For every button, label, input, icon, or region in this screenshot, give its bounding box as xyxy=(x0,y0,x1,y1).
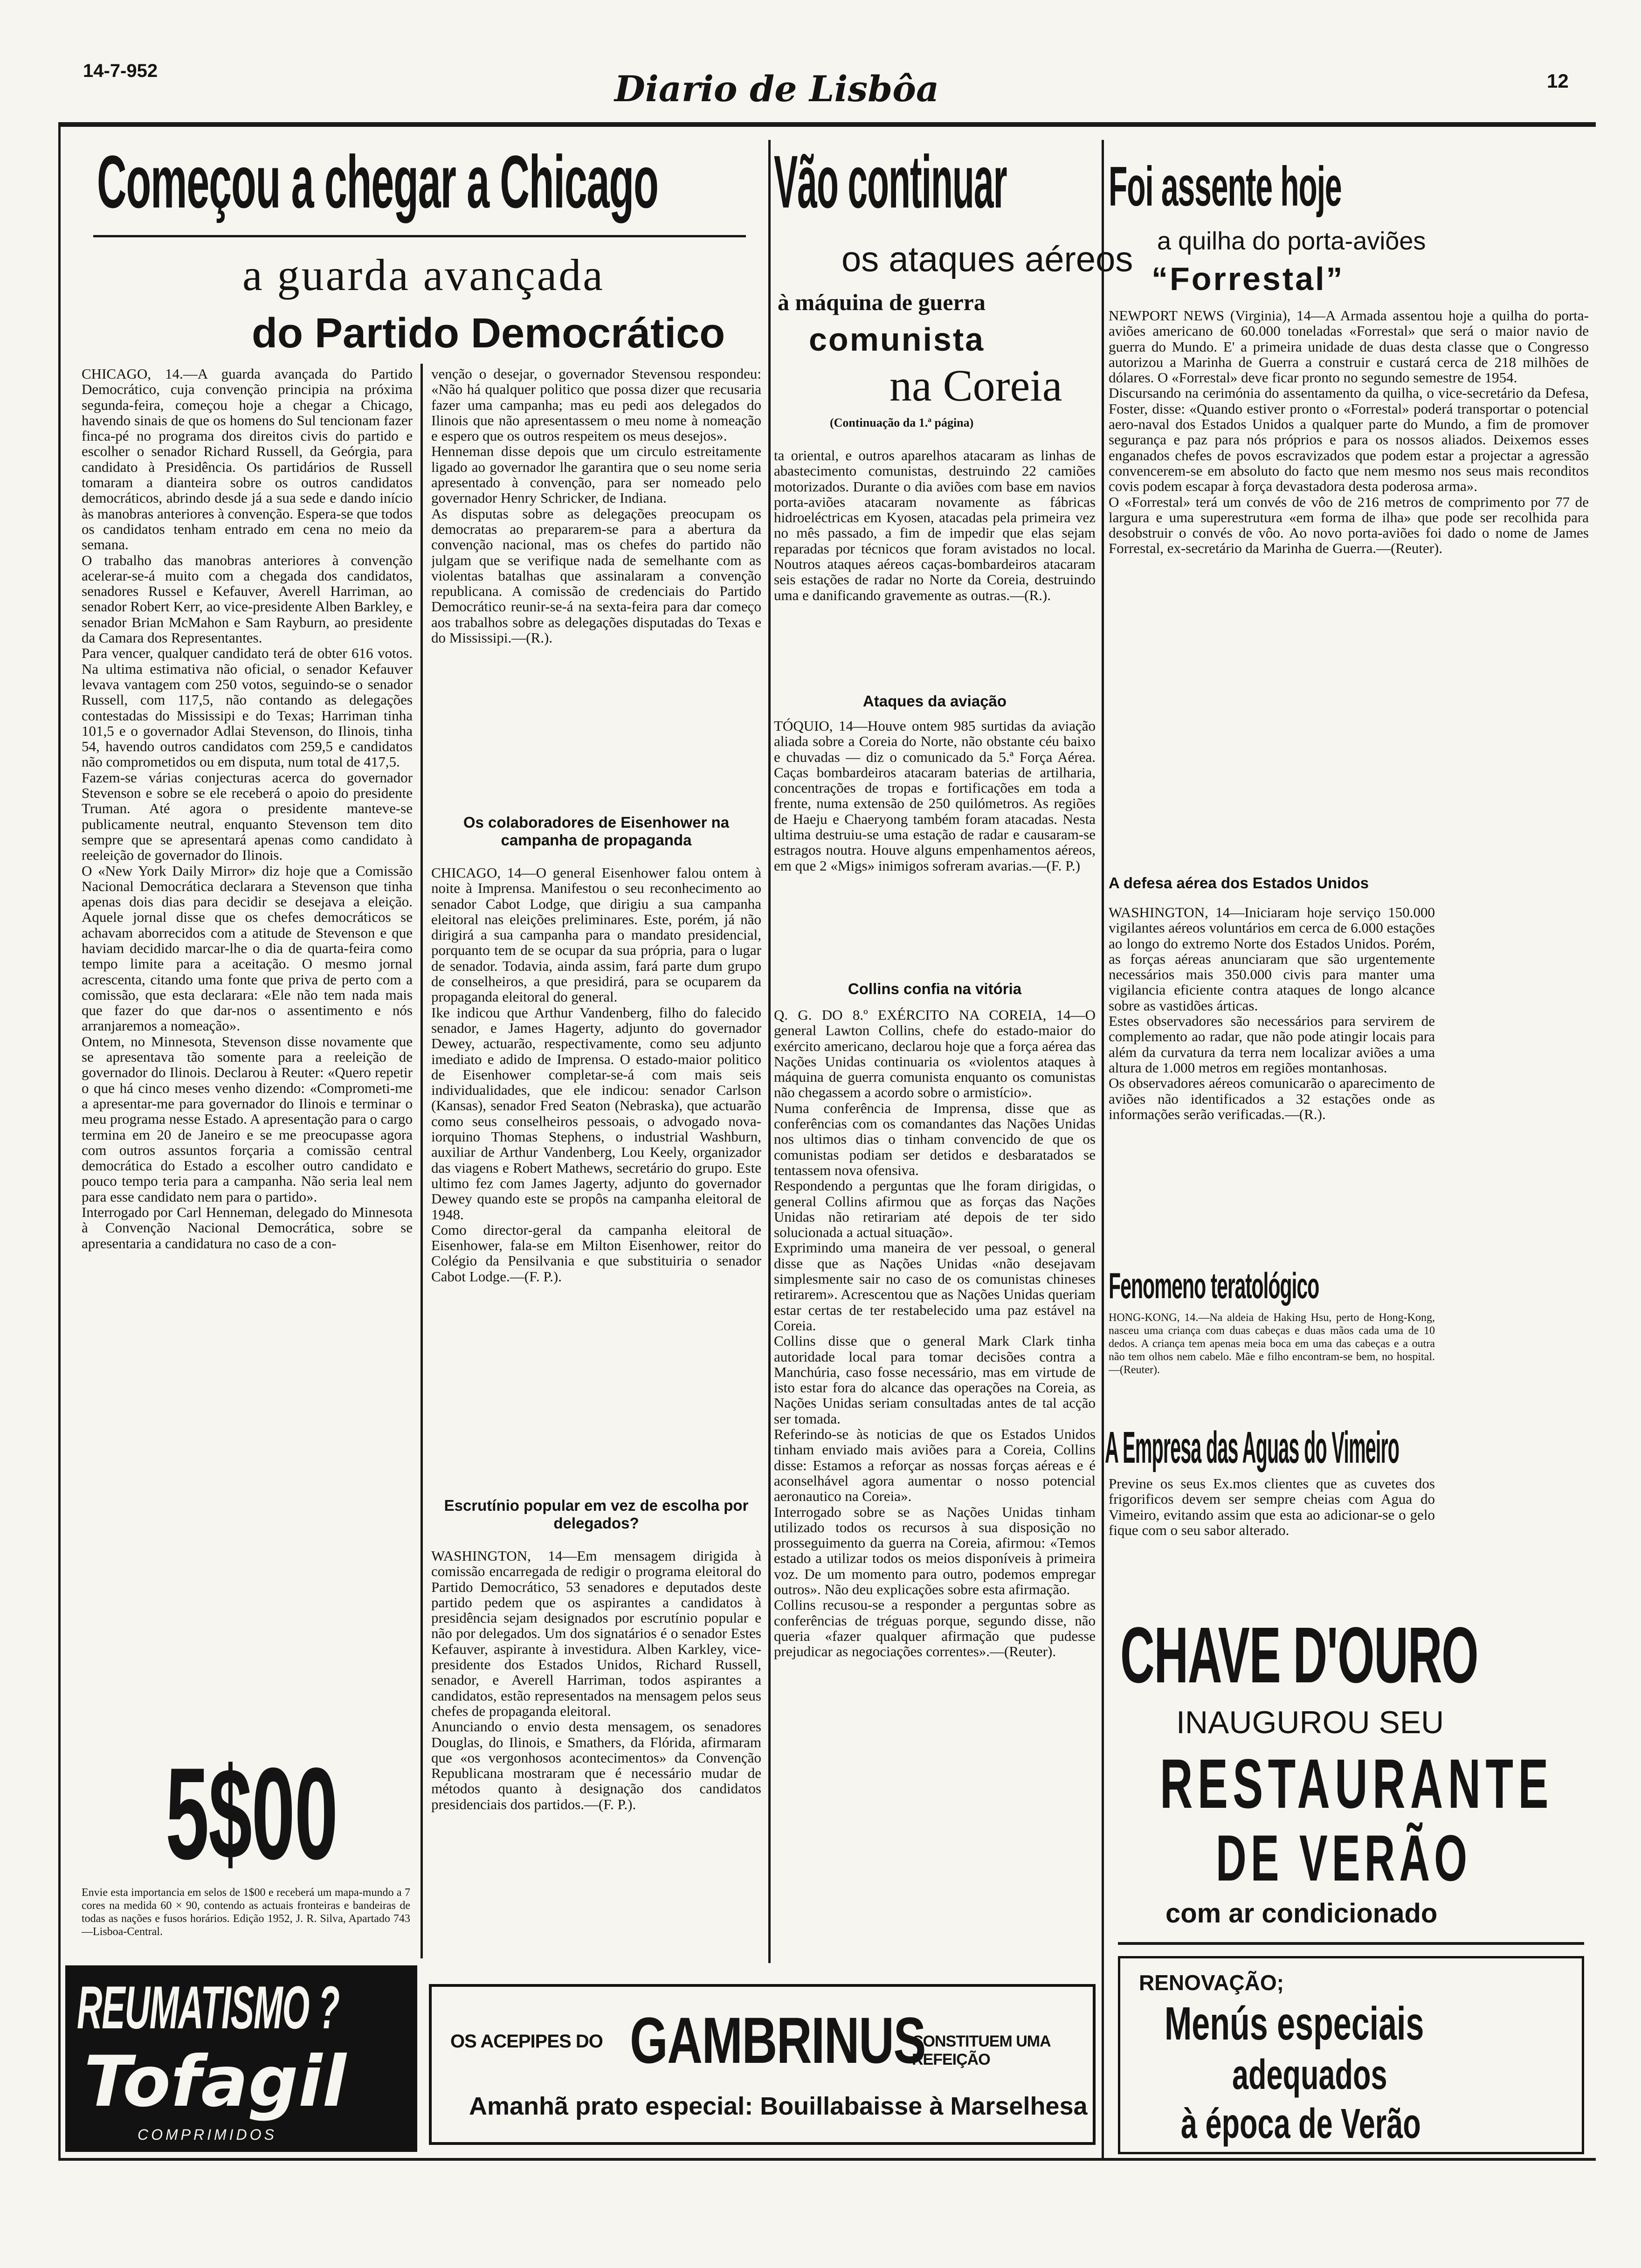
col3-subhead-line2: à máquina de guerra xyxy=(778,289,986,315)
col1-subhead-line1: a guarda avançada xyxy=(242,250,605,300)
col4-article-defesa: WASHINGTON, 14—Iniciaram hoje serviço 150.000 vigilantes aéreos voluntários em cerca de 6.000 estações ao longo do extremo Norte dos Estados Unidos. Porém, as forças aéreas anunciaram que são urgentemente necessários mais 350.000 civis para manter uma vigilancia eficiente contra ataques de longo alcance sobre as vastidões árticas. Estes observadores são necessários para servirem de complemento ao radar, que não pode atingir locais para além da curvatura da terra nem localizar aviões a uma altura de 1.000 metros em regiões montanhosas. Os observadores aéreos comunicarão o aparecimento de aviões não identificados a 32 estações onde as informações serão verificadas.—(R.). xyxy=(1109,905,1435,1122)
price-ad-value: 5$00 xyxy=(165,1741,338,1887)
tofagil-ad-title: REUMATISMO ? xyxy=(77,1973,339,2041)
chave-douro-menus1: Menús especiais xyxy=(1165,1998,1424,2050)
chave-douro-menus3: à época de Verão xyxy=(1181,2101,1421,2147)
col4-headline: Foi assente hoje xyxy=(1109,155,1342,218)
masthead-rule xyxy=(58,122,1596,127)
col3-subhead-collins: Collins confia na vitória xyxy=(848,980,1022,997)
col3-article-collins: Q. G. DO 8.º EXÉRCITO NA COREIA, 14—O general Lawton Collins, chefe do estado-maior do exército americano, declarou hoje que a força aérea das Nações Unidas continuaria os «violentos ataques à máquina de guerra comunista enquanto os comunistas não chegassem a acordo sobre o armistício». Numa conferência de Imprensa, disse que as conferências com os comandantes das Nações Unidas nos ultimos dias o tinham convencido de que os comunistas podiam ser detidos e desbaratados se tentassem nova ofensiva. Respondendo a perguntas que lhe foram dirigidas, o general Collins afirmou que as forças das Nações Unidas não retirariam até depois de ter sido solucionada a actual situação». Exprimindo uma maneira de ver pessoal, o general disse que as Nações Unidas «não desejavam simplesmente sair no caso de os comunistas chineses retirarem». Acrescentou que as Nações Unidas queriam estar certas de ter restabelecido uma paz estável na Coreia. Collins disse que o general Mark Clark tinha autoridade local para tomar decisões contra a Manchúria, caso fosse necessário, mas em virtude de isto estar fora do alcance das operações na Coreia, as Nações Unidas seriam consultadas antes de tal acção ser tomada. Referindo-se às noticias de que os Estados Unidos tinham enviado mais aviões para a Coreia, Collins disse: Estamos a reforçar as nossas forças aéreas e é aconselhável agora aumentar o nosso potencial aeronautico na Coreia». Interrogado sobre se as Nações Unidas tinham utilizado todos os recursos à sua disposição no prosseguimento da guerra na Coreia, afirmou: «Temos estado a utilizar todos os meios disponíveis à primeira voz. De um momento para outro, podemos empregar outros». Não deu explicações sobre esta afirmação. Collins recusou-se a responder a perguntas sobre as conferências de tréguas porque, segundo disse, não queria «fazer qualquer afirmação que pudesse prejudicar as negociações correntes».—(Reuter). xyxy=(774,1007,1096,1660)
chave-douro-ad xyxy=(1104,1599,1593,2158)
col3-headline: Vão continuar xyxy=(774,140,1007,223)
col4-article-fenomeno: HONG-KONG, 14.—Na aldeia de Haking Hsu, perto de Hong-Kong, nasceu uma criança com duas cabeças e duas mãos cada uma de 10 dedos. A criança tem apenas meia boca em uma das cabeças e a outra não tem olhos nem cabelo. Mãe e filho encontram-se bem, no hospital.—(Reuter). xyxy=(1109,1312,1435,1376)
chave-douro-menus2: adequados xyxy=(1232,2052,1387,2098)
gambrinus-ad-line2: Amanhã prato especial: Bouillabaisse à Marselhesa xyxy=(469,2092,1088,2120)
chave-douro-divider xyxy=(1118,1942,1584,1945)
left-border xyxy=(58,127,61,2160)
tofagil-ad xyxy=(65,1965,417,2152)
col4-subhead-vimeiro: A Empresa das Aguas do Vimeiro xyxy=(1105,1423,1400,1473)
col3-subhead-line4: na Coreia xyxy=(889,360,1062,410)
chave-douro-box xyxy=(1118,1956,1584,2154)
column-rule xyxy=(421,364,423,1958)
col2-subhead-eisenhower: Os colaboradores de Eisenhower na campanha de propaganda xyxy=(463,814,730,849)
col3-subhead-line3: comunista xyxy=(809,321,985,358)
col4-subhead-defesa: A defesa aérea dos Estados Unidos xyxy=(1109,874,1369,892)
col4-subhead-fenomeno: Fenomeno teratológico xyxy=(1109,1265,1319,1306)
chave-douro-line1: INAUGUROU SEU xyxy=(1176,1705,1444,1740)
masthead-title: Diario de Lisbôa xyxy=(614,68,939,110)
col3-continuation: (Continuação da 1.ª página) xyxy=(830,416,974,429)
issue-date: 14-7-952 xyxy=(83,61,158,81)
col3-article-body: ta oriental, e outros aparelhos atacaram as linhas de abastecimento comunistas, destruindo 22 camiões motorizados. Durante o dia aviões com base em navios porta-aviões atacaram novamente as fábricas hidroeléctricas em Kyosen, atacadas pela primeira vez no mês passado, a fim de impedir que elas sejam reparadas por técnicos que foram avistados no local. Noutros ataques aéreos caças-bombardeiros atacaram seis estações de radar no Norte da Coreia, destruindo uma e danificando gravemente as outras.—(R.). xyxy=(774,448,1096,603)
col1-subhead-line2: do Partido Democrático xyxy=(252,310,725,357)
gambrinus-ad-right: CONSTITUEM UMA REFEIÇÃO xyxy=(912,2033,1050,2068)
col4-subhead-line1: a quilha do porta-aviões xyxy=(1157,227,1426,255)
headline-underline xyxy=(93,235,746,237)
chave-douro-line4: com ar condicionado xyxy=(1165,1898,1438,1929)
column-rule xyxy=(768,140,771,1963)
tofagil-ad-brand: Tofagil xyxy=(84,2041,346,2123)
chave-douro-line3: DE VERÃO xyxy=(1216,1821,1472,1895)
col2-article-escrutinio: WASHINGTON, 14—Em mensagem dirigida à comissão encarregada de redigir o programa eleitoral do Partido Democrático, 53 senadores e deputados deste partido pedem que os aspirantes a candidatos à presidência sejam designados por escrutínio popular e não por delegados. Um dos signatários é o senador Estes Kefauver, aspirante à investidura. Alben Karkley, vice-presidente dos Estados Unidos, Richard Russell, senador, e Averell Harriman, todos aspirantes a candidatos, estão representados na mensagem pelos seus chefes de propaganda eleitoral. Anunciando o envio desta mensagem, os senadores Douglas, do Ilinois, e Smathers, da Flórida, afirmaram que «os vergonhosos acontecimentos» da Convenção Republicana mostraram que é necessário mudar de métodos quanto à designação dos candidatos presidenciais dos partidos.—(F. P.). xyxy=(431,1548,761,1812)
tofagil-ad-tagline: COMPRIMIDOS xyxy=(138,2126,277,2143)
gambrinus-ad xyxy=(429,1984,1096,2145)
gambrinus-ad-brand: GAMBRINUS xyxy=(630,2004,925,2077)
col4-article-body: NEWPORT NEWS (Virginia), 14—A Armada assentou hoje a quilha do porta-aviões americano de 60.000 toneladas «Forrestal» que será o maior navio de guerra do Mundo. E' a primeira unidade de duas desta classe que o Congresso autorizou a Marinha de Guerra a construir e custará cerca de 218 milhões de dólares. O «Forrestal» deve ficar pronto no segundo semestre de 1954. Discursando na cerimónia do assentamento da quilha, o vice-secretário da Defesa, Foster, disse: «Quando estiver pronto o «Forrestal» poderá transportar o potencial aero-naval dos Estados Unidos a qualquer parte do Mundo, a fim de promover segurança e paz para nós próprios e para os nossos aliados. Deixemos esses enganados chefes de povos escravizados que podem estar a projectar a agressão convencerem-se em absoluto do facto que nem mesmo nos seus mais reconditos covis podem escapar à força devastadora desta poderosa arma». O «Forrestal» terá um convés de vôo de 216 metros de comprimento por 77 de largura e uma superestrutura «em forma de ilha» que pode ser recolhida para desobstruir o convés de vôo. Ao novo porta-aviões foi dado o nome de James Forrestal, ex-secretário da Marinha de Guerra.—(Reuter). xyxy=(1109,308,1589,557)
col2-subhead-escrutinio: Escrutínio popular em vez de escolha por delegados? xyxy=(444,1497,749,1532)
chave-douro-line2: RESTAURANTE xyxy=(1160,1744,1553,1823)
col4-article-vimeiro: Previne os seus Ex.mos clientes que as cuvetes dos frigorificos devem ser sempre cheias com Agua do Vimeiro, evitando assim que esta ao adicionar-se o gelo fique com o seu sabor alterado. xyxy=(1109,1476,1435,1538)
col2-article-eisenhower: CHICAGO, 14—O general Eisenhower falou ontem à noite à Imprensa. Manifestou o seu reconhecimento ao senador Cabot Lodge, que dirigiu a sua campanha eleitoral nas eleições preliminares. Este, porém, já não dirigirá a sua campanha para o mandato presidencial, porquanto tem de se ocupar da sua própria, para o lugar de senador. Todavia, ainda assim, fará parte dum grupo de conselheiros, a que presidirá, para se ocuparem da propaganda eleitoral do general. Ike indicou que Arthur Vandenberg, filho do falecido senador, e James Hagerty, adjunto do governador Dewey, actuarão, respectivamente, como seu adjunto imediato e adido de Imprensa. O estado-maior politico de Eisenhower completar-se-á com mais seis individualidades, que ele indicou: senador Carlson (Kansas), senador Fred Seaton (Nebraska), que actuarão como seus conselheiros pessoais, o advogado nova-iorquino Thomas Stephens, o industrial Washburn, auxiliar de Arthur Vandenberg, Lou Keely, organizador das viagens e Robert Mathews, secretário do grupo. Este ultimo fez com James Jagerty, adjunto do governador Dewey quando este se propôs na campanha eleitoral de 1948. Como director-geral da campanha eleitoral de Eisenhower, fala-se em Milton Eisenhower, reitor do Colégio da Pensilvania e que substituiria o senador Cabot Lodge.—(F. P.). xyxy=(431,865,761,1285)
col3-subhead-aviacao: Ataques da aviação xyxy=(862,692,1007,710)
col4-subhead-line2: “Forrestal” xyxy=(1151,261,1345,297)
page-number: 12 xyxy=(1547,70,1569,92)
chave-douro-renovacao: RENOVAÇÃO; xyxy=(1139,1971,1284,1995)
chave-douro-brand: CHAVE D'OURO xyxy=(1120,1611,1478,1700)
col2-article-body: venção o desejar, o governador Stevensou respondeu: «Não há qualquer politico que possa dizer que recusaria fazer uma campanha; mas eu pedi aos delegados do Ilinois que não apresentassem o meu nome à nomeação e espero que os outros respeitem os meus desejos». Henneman disse depois que um circulo estreitamente ligado ao governador lhe garantira que o seu nome seria apresentado à convenção, para ser nomeado pelo governador Henry Schricker, de Indiana. As disputas sobre as delegações preocupam os democratas ao prepararem-se para a abertura da convenção nacional, mas os chefes do partido não julgam que se verifique nada de semelhante com as violentas batalhas que assinalaram a convenção republicana. A comissão de credenciais do Partido Democrático reunir-se-á na sexta-feira para dar começo aos trabalhos sobre as delegações disputadas do Texas e do Mississipi.—(R.). xyxy=(431,366,761,646)
price-ad-text: Envie esta importancia em selos de 1$00 e receberá um mapa-mundo a 7 cores na medida 60 × 90, contendo as actuais fronteiras e bandeiras de todas as nações e fusos horários. Edição 1952, J. R. Silva, Apartado 743—Lisboa-Central. xyxy=(82,1887,410,1938)
col1-article-body: CHICAGO, 14.—A guarda avançada do Partido Democrático, cuja convenção principia na próxima segunda-feira, começou hoje a chegar a Chicago, havendo sinais de que os homens do Sul tencionam fazer finca-pé no programa dos direitos civis do partido e escolher o senador Richard Russell, da Geórgia, para candidato à Presidência. Os partidários de Russell tomaram a dianteira sobre os outros candidatos democráticos, abrindo desde já a sua sede e dando início às manobras anteriores à convenção. Espera-se que todos os candidatos tenham entrado em cena no meio da semana. O trabalho das manobras anteriores à convenção acelerar-se-á muito com a chegada dos candidatos, senadores Russel e Kefauver, Averell Harriman, ao senador Robert Kerr, ao vice-presidente Alben Barkley, e senador Brian McMahon e Sam Rayburn, ao presidente da Camara dos Representantes. Para vencer, qualquer candidato terá de obter 616 votos. Na ultima estimativa não oficial, o senador Kefauver levava vantagem com 250 votos, seguindo-se o senador Russell, com 117,5, não contando as delegações contestadas do Mississipi e do Texas; Harriman tinha 101,5 e o governador Adlai Stevenson, do Ilinois, tinha 54, havendo outros candidatos com 259,5 e candidatos não comprometidos ou em disputa, num total de 417,5. Fazem-se várias conjecturas acerca do governador Stevenson e sobre se ele receberá o apoio do presidente Truman. Até agora o presidente manteve-se publicamente neutral, enquanto Stevenson tem dito sempre que se apresentará apenas como candidato à reeleição de governador do Ilinois. O «New York Daily Mirror» diz hoje que a Comissão Nacional Democrática declarara a Stevenson que tinha apenas dois dias para decidir se desejava a eleição. Aquele jornal disse que os chefes democráticos se achavam aborrecidos com a atitude de Stevenson e que haviam decidido marcar-lhe o dia de quarta-feira como tempo limite para a aceitação. O mesmo jornal acrescenta, citando uma fonte que priva de perto com a comissão, que esta declarara: «Ele não tem nada mais que fazer do que dar-nos o assentimento e nós arranjaremos a nomeação». Ontem, no Minnesota, Stevenson disse novamente que se apresentava tão somente para a reeleição de governador do Ilinois. Declarou à Reuter: «Quero repetir o que há cinco meses venho dizendo: «Comprometi-me a apresentar-me para governador do Ilinois e terminar o meu programa nesse Estado. A apresentação para o cargo termina em 20 de Janeiro e se me preocupasse agora com outros assuntos forçaria a comissão central democrática do Estado a escolher outro candidato e pouco tempo teria para a campanha. Não seria leal nem para esse candidato nem para o partido». Interrogado por Carl Henneman, delegado do Minnesota à Convenção Nacional Democrática, sobre se apresentaria a candidatura no caso de a con- xyxy=(82,366,413,1252)
col3-article-aviacao: TÓQUIO, 14—Houve ontem 985 surtidas da aviação aliada sobre a Coreia do Norte, não obstante céu baixo e chuvadas — diz o comunicado da 5.ª Força Aérea. Caças bombardeiros atacaram baterias de artilharia, concentrações de tropas e fortificações em toda a frente, numa extensão de 250 quilómetros. As regiões de Haeju e Chaeryong também foram atacadas. Nesta ultima destruiu-se uma estação de radar e causaram-se estragos noutra. Houve alguns empenhamentos aéreos, em que 2 «Migs» inimigos sofreram avarias.—(F. P.) xyxy=(774,718,1096,874)
col3-subhead-line1: os ataques aéreos xyxy=(841,240,1133,279)
col1-headline: Começou a chegar a Chicago xyxy=(97,140,658,223)
price-ad xyxy=(82,1741,410,1951)
bottom-rule xyxy=(58,2158,1596,2161)
gambrinus-ad-left: OS ACEPIPES DO xyxy=(450,2031,603,2052)
